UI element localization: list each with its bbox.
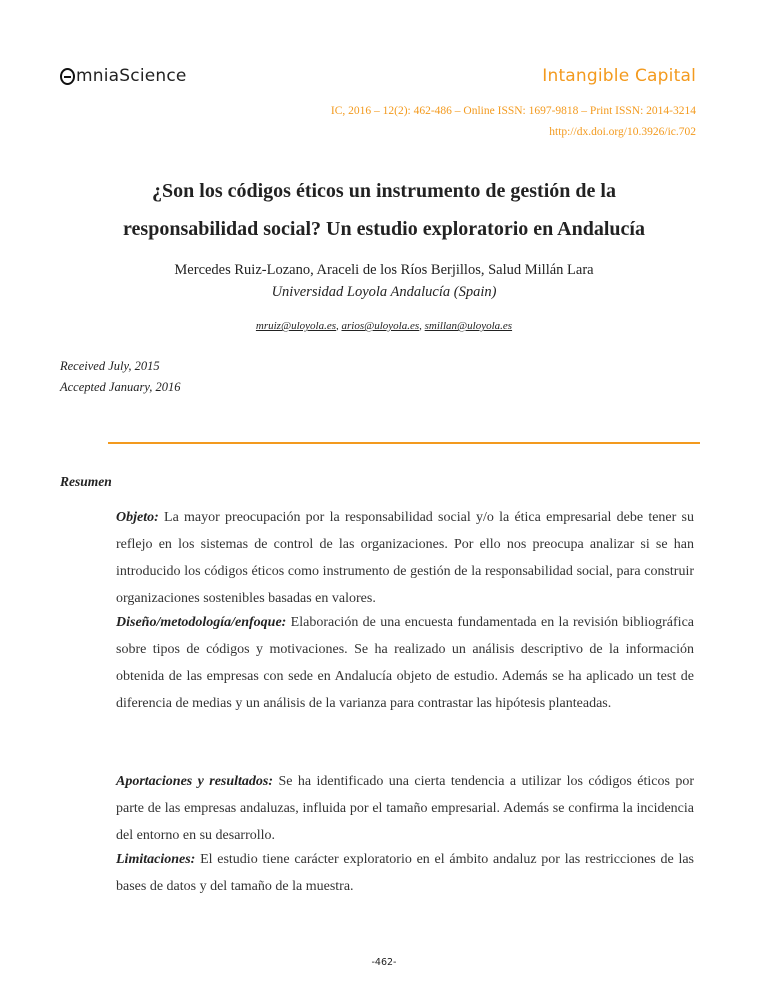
section-label: Limitaciones: [116,852,196,867]
email-link-3[interactable]: smillan@uloyola.es [424,320,513,332]
abstract-diseno [116,609,694,717]
abstract-aportaciones [116,768,694,849]
section-label: Aportaciones y resultados: [116,774,274,789]
issue-info: IC, 2016 – 12(2): 462-486 – Online ISSN: 1697-9818 – Print ISSN: 2014-3214 [330,105,696,117]
section-text: El estudio tiene carácter exploratorio en el ámbito andaluz por las restricciones de las bases de datos y del tamaño de la muestra. [116,852,694,894]
article-title [0,172,768,248]
abstract-limitaciones [116,846,694,900]
doi-link[interactable]: http://dx.doi.org/10.3926/ic.702 [549,126,696,138]
author-emails [0,320,768,332]
page-number: -462- [371,957,397,968]
publisher-name: mniaScience [76,66,187,86]
affiliation: Universidad Loyola Andalucía (Spain) [271,284,497,300]
omnia-logo-icon [60,68,75,85]
orange-divider [108,442,700,444]
section-text: Elaboración de una encuesta fundamentada en la revisión bibliográfica sobre tipos de códigos y motivaciones. Se ha realizado un análisis descriptivo de la información obtenida de las empresas con sede en Andalucía objeto de estudio. Además se ha aplicado un test de diferencia de medias y un análisis de la varianza para contrastar las hipótesis planteadas. [116,615,694,711]
title-line-1: ¿Son los códigos éticos un instrumento de gestión de la [152,180,616,202]
received-date: Received July, 2015 [60,359,160,373]
section-label: Diseño/metodología/enfoque: [116,615,287,630]
publisher-logo [60,66,187,86]
email-separator: , [336,320,342,332]
section-text: Se ha identificado una cierta tendencia a utilizar los códigos éticos por parte de las empresas andaluzas, influida por el tamaño empresarial. Además se confirma la incidencia del entorno en su desarrollo. [116,774,694,843]
abstract-heading: Resumen [60,474,112,489]
email-link-1[interactable]: mruiz@uloyola.es [255,320,336,332]
section-label: Objeto: [116,510,159,525]
journal-name: Intangible Capital [542,66,696,86]
email-separator: , [419,320,425,332]
author-list: Mercedes Ruiz-Lozano, Araceli de los Ríos Berjillos, Salud Millán Lara [174,262,594,278]
email-link-2[interactable]: arios@uloyola.es [341,320,420,332]
abstract-objeto [116,504,694,612]
accepted-date: Accepted January, 2016 [60,380,181,394]
title-line-2: responsabilidad social? Un estudio exploratorio en Andalucía [123,218,645,240]
section-text: La mayor preocupación por la responsabilidad social y/o la ética empresarial debe tener su reflejo en los sistemas de control de las organizaciones. Por ello nos preocupa analizar si se han introducido los códigos éticos como instrumento de gestión de la responsabilidad social, para construir organizaciones sostenibles basadas en valores. [116,510,694,606]
